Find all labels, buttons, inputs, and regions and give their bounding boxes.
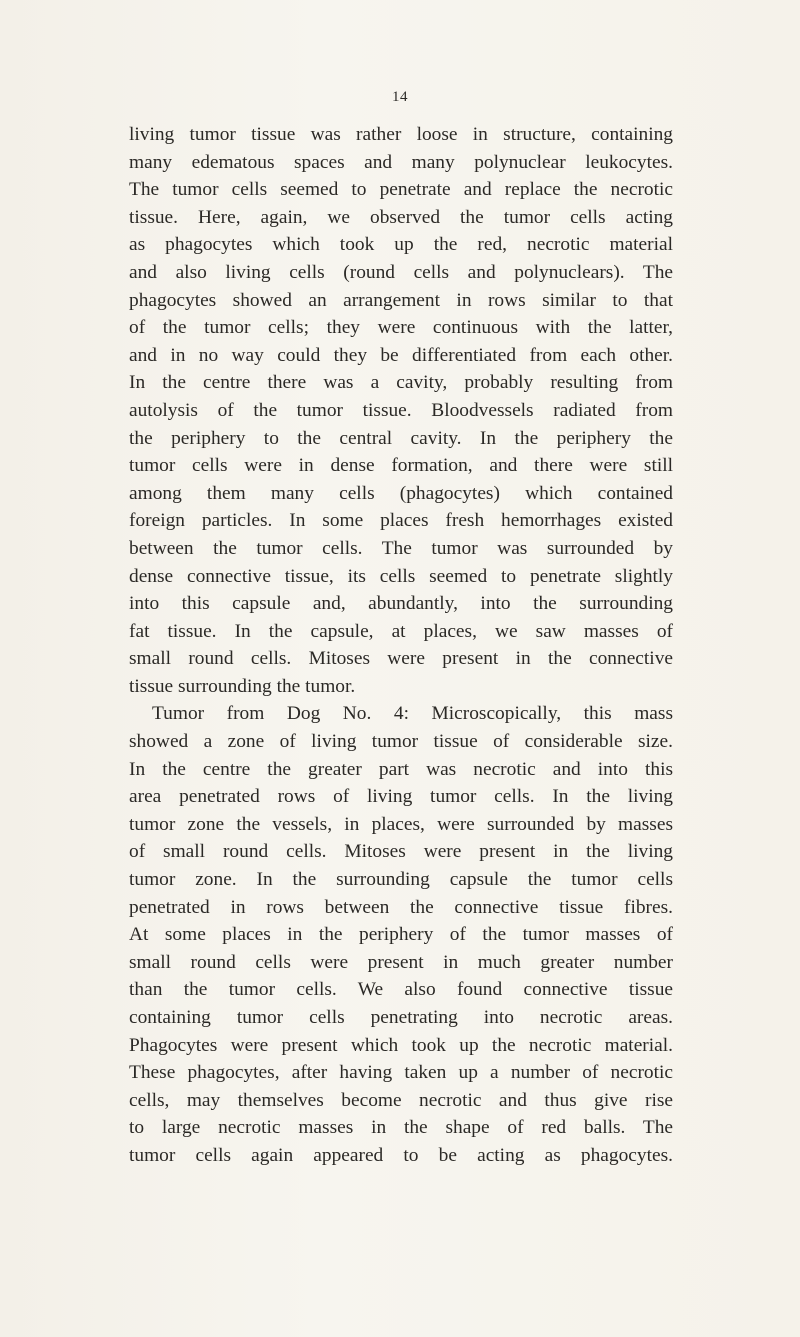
text-line: among them many cells (phagocytes) which contained <box>129 482 673 504</box>
text-line: tumor cells again appeared to be acting as phagocytes. <box>129 1144 673 1166</box>
text-line: of the tumor cells; they were continuous with the latter, <box>129 317 673 339</box>
text-line: penetrated in rows between the connective tissue fibres. <box>129 896 673 918</box>
text-line: Phagocytes were present which took up the necrotic material. <box>129 1034 673 1056</box>
text-line: tissue surrounding the tumor. <box>129 675 356 697</box>
paragraph-2 <box>129 700 673 1169</box>
text-line: showed a zone of living tumor tissue of considerable size. <box>129 731 673 753</box>
text-line: into this capsule and, abundantly, into the surrounding <box>129 593 673 615</box>
text-line: In the centre there was a cavity, probably resulting from <box>129 372 673 394</box>
text-line: tumor zone the vessels, in places, were surrounded by masses <box>129 813 673 835</box>
text-line: containing tumor cells penetrating into necrotic areas. <box>129 1007 673 1028</box>
text-line: small round cells were present in much greater number <box>129 951 673 973</box>
text-line: many edematous spaces and many polynuclear leukocytes. <box>129 151 673 173</box>
text-line: of small round cells. Mitoses were present in the living <box>129 841 673 863</box>
text-line: the periphery to the central cavity. In the periphery the <box>129 427 673 449</box>
text-line: small round cells. Mitoses were present in the connective <box>129 648 673 670</box>
text-line: between the tumor cells. The tumor was surrounded by <box>129 537 673 559</box>
body-text <box>129 121 673 1170</box>
text-line: At some places in the periphery of the tumor masses of <box>129 924 673 946</box>
text-line: and in no way could they be differentiated from each other. <box>129 344 673 366</box>
text-line: and also living cells (round cells and polynuclears). The <box>129 261 673 283</box>
text-line: These phagocytes, after having taken up a number of necrotic <box>129 1062 673 1084</box>
text-line: than the tumor cells. We also found connective tissue <box>129 979 673 1001</box>
text-line: as phagocytes which took up the red, necrotic material <box>129 234 673 256</box>
page-number: 14 <box>392 89 408 105</box>
text-line: cells, may themselves become necrotic and thus give rise <box>129 1089 673 1111</box>
paragraph-1 <box>129 121 673 700</box>
text-line: tissue. Here, again, we observed the tumor cells acting <box>129 206 673 228</box>
text-line: foreign particles. In some places fresh hemorrhages existed <box>129 510 673 532</box>
text-line: autolysis of the tumor tissue. Bloodvessels radiated from <box>129 399 673 421</box>
text-line: area penetrated rows of living tumor cells. In the living <box>129 786 673 808</box>
text-line: tumor cells were in dense formation, and there were still <box>129 455 673 477</box>
text-line: living tumor tissue was rather loose in structure, containing <box>129 124 673 145</box>
text-line: tumor zone. In the surrounding capsule the tumor cells <box>129 869 673 891</box>
text-line: phagocytes showed an arrangement in rows similar to that <box>129 289 673 311</box>
text-line: fat tissue. In the capsule, at places, we saw masses of <box>129 620 673 642</box>
text-line: The tumor cells seemed to penetrate and replace the necrotic <box>129 179 673 201</box>
text-line: to large necrotic masses in the shape of red balls. The <box>129 1117 673 1139</box>
text-line: dense connective tissue, its cells seemed to penetrate slightly <box>129 565 673 587</box>
text-line: Tumor from Dog No. 4: Microscopically, this mass <box>152 703 673 725</box>
text-line: In the centre the greater part was necrotic and into this <box>129 758 673 780</box>
